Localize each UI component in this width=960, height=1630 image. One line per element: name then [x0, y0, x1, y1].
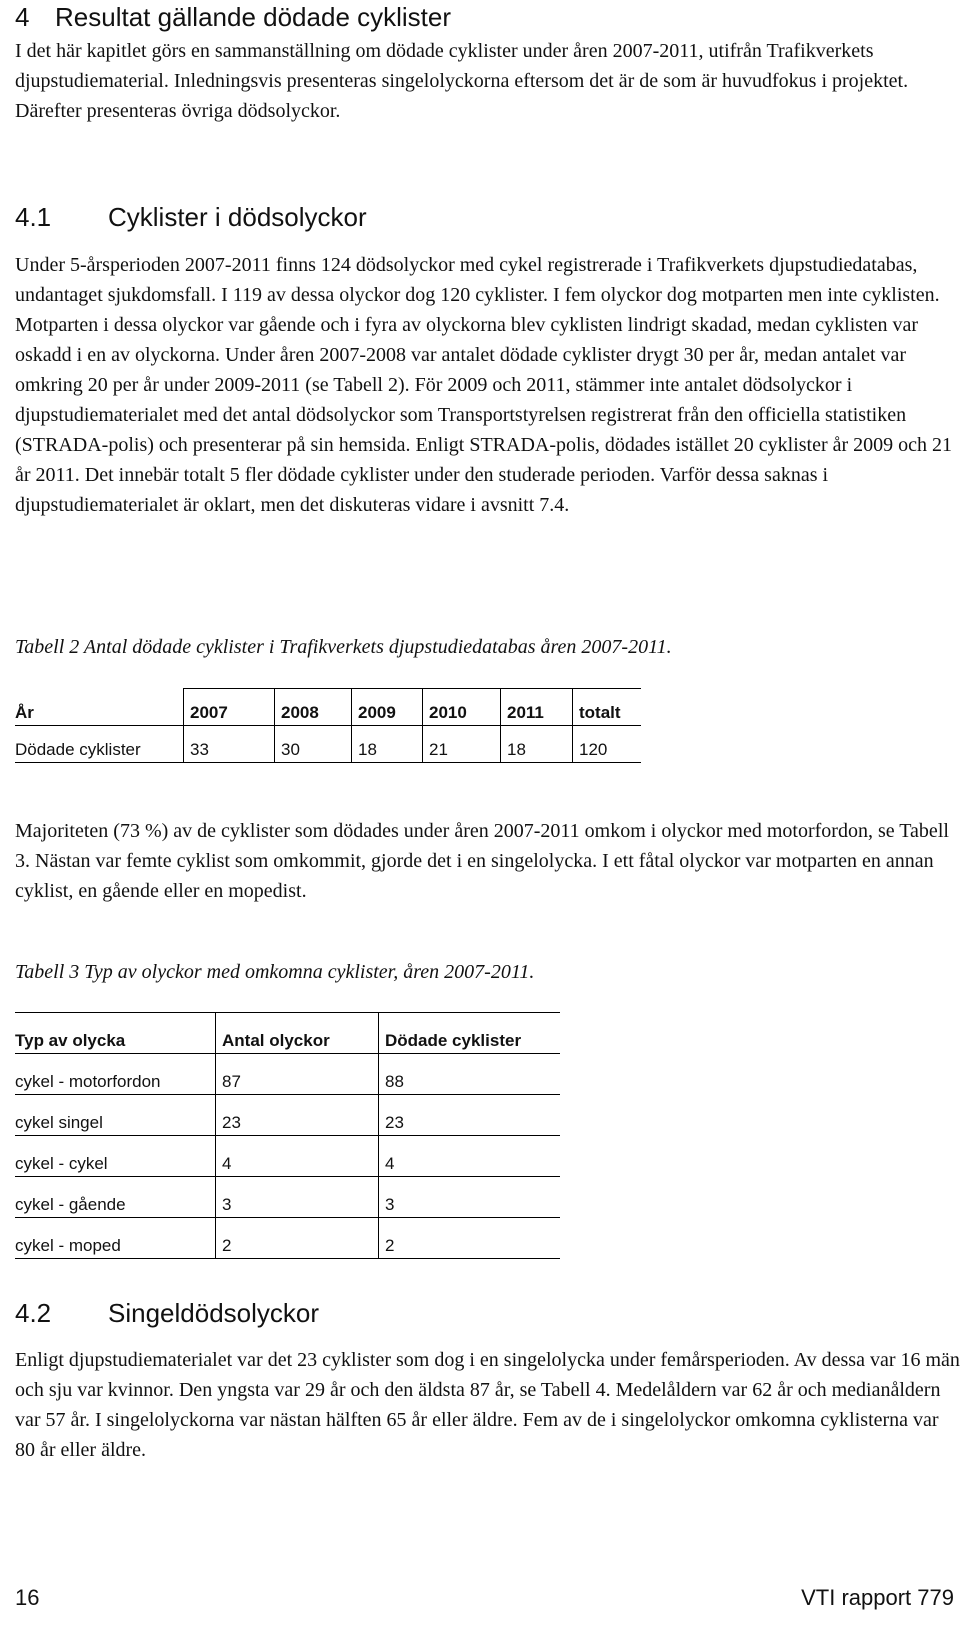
- table-cell: cykel - gående: [15, 1177, 216, 1218]
- table-header-row: [15, 1013, 560, 1054]
- table-header-cell: 2007: [184, 689, 275, 726]
- section-heading-4-1: [15, 202, 367, 232]
- table-row: [15, 726, 641, 763]
- table-header-cell: Antal olyckor: [216, 1013, 379, 1054]
- table-header-cell: Dödade cyklister: [379, 1013, 561, 1054]
- table-cell: cykel - moped: [15, 1218, 216, 1259]
- section-number: 4.1: [15, 202, 52, 232]
- table-row: [15, 1218, 560, 1259]
- table-cell: 3: [216, 1177, 379, 1218]
- table-2: [15, 688, 641, 763]
- report-label: VTI rapport 779: [801, 1585, 954, 1610]
- section-4-1-paragraph: Under 5-årsperioden 2007-2011 finns 124 dödsolyckor med cykel registrerade i Trafikverkets djupstudiedatabas, undantaget sjukdomsfall. I 119 av dessa olyckor dog 120 cyklister. I fem olyckor dog motparten men inte cyklisten. Motparten i dessa olyckor var gående och i fyra av olyckorna blev cyklisten lindrigt skadad, medan cyklisten var oskadd i en av olyckorna. Under åren 2007-2008 var antalet dödade cyklister drygt 30 per år, medan antalet var omkring 20 per år under 2009-2011 (se Tabell 2). För 2009 och 2011, stämmer inte antalet dödsolyckor i djupstudiematerialet med det antal dödsolyckor som Transportstyrelsen registrerat från den officiella statistiken (STRADA-polis) och presenterar på sin hemsida. Enligt STRADA-polis, dödades istället 20 cyklister år 2009 och 21 år 2011. Det innebär totalt 5 fler dödade cyklister under den studerade perioden. Varför dessa saknas i djupstudiematerialet är oklart, men det diskuteras vidare i avsnitt 7.4.: [15, 254, 953, 516]
- table-header-cell: Typ av olycka: [15, 1013, 216, 1054]
- table-header-cell: 2010: [423, 689, 501, 726]
- table-cell: 87: [216, 1054, 379, 1095]
- table-cell: 23: [379, 1095, 561, 1136]
- table-3: [15, 1012, 560, 1259]
- table-row: [15, 1095, 560, 1136]
- table-cell: cykel - motorfordon: [15, 1054, 216, 1095]
- table-cell: 4: [216, 1136, 379, 1177]
- table-cell: 3: [379, 1177, 561, 1218]
- table-cell: 4: [379, 1136, 561, 1177]
- section-4-1-paragraph-2: Majoriteten (73 %) av de cyklister som dödades under åren 2007-2011 omkom i olyckor med motorfordon, se Tabell 3. Nästan var femte cyklist som omkommit, gjorde det i en singelolycka. I ett fåtal olyckor var motparten en annan cyklist, en gående eller en mopedist.: [15, 820, 949, 902]
- table-cell: 30: [275, 726, 352, 763]
- chapter-number: 4: [15, 2, 30, 32]
- table-cell: 88: [379, 1054, 561, 1095]
- section-title: Singeldödsolyckor: [108, 1298, 320, 1328]
- chapter-heading: [15, 2, 451, 32]
- table-cell: 18: [501, 726, 573, 763]
- table-cell: 18: [352, 726, 423, 763]
- table-cell: 2: [379, 1218, 561, 1259]
- table-header-row: [15, 689, 641, 726]
- document-page: [15, 0, 960, 1630]
- table-cell: 2: [216, 1218, 379, 1259]
- table-row: [15, 1177, 560, 1218]
- section-4-2-paragraph: Enligt djupstudiematerialet var det 23 cyklister som dog i en singelolycka under femårsperioden. Av dessa var 16 män och sju var kvinnor. Den yngsta var 29 år och den äldsta 87 år, se Tabell 4. Medelåldern var 62 år och medianåldern var 57 år. I singelolyckorna var nästan hälften 65 år eller äldre. Fem av de i singelolyckor omkomna cyklisterna var 80 år eller äldre.: [15, 1349, 960, 1461]
- table-cell: cykel - cykel: [15, 1136, 216, 1177]
- table-cell: 33: [184, 726, 275, 763]
- table-cell: 120: [573, 726, 642, 763]
- table-header-cell: 2011: [501, 689, 573, 726]
- page-number: 16: [15, 1585, 40, 1610]
- table-row: [15, 1136, 560, 1177]
- section-heading-4-2: [15, 1298, 319, 1328]
- table-3-caption: Tabell 3 Typ av olyckor med omkomna cyklister, åren 2007-2011.: [15, 961, 535, 983]
- table-header-cell: År: [15, 689, 184, 726]
- table-header-cell: 2009: [352, 689, 423, 726]
- table-header-cell: 2008: [275, 689, 352, 726]
- table-row: [15, 1054, 560, 1095]
- chapter-intro-paragraph: I det här kapitlet görs en sammanställning om dödade cyklister under åren 2007-2011, utifrån Trafikverkets djupstudiematerial. Inledningsvis presenteras singelolyckorna eftersom det är de som är huvudfokus i projektet. Därefter presenteras övriga dödsolyckor.: [15, 40, 909, 122]
- table-cell: cykel singel: [15, 1095, 216, 1136]
- section-title: Cyklister i dödsolyckor: [108, 202, 367, 232]
- chapter-title: Resultat gällande dödade cyklister: [55, 2, 452, 32]
- table-cell: Dödade cyklister: [15, 726, 184, 763]
- section-number: 4.2: [15, 1298, 52, 1328]
- table-header-cell: totalt: [573, 689, 642, 726]
- table-2-caption: Tabell 2 Antal dödade cyklister i Trafikverkets djupstudiedatabas åren 2007-2011.: [15, 636, 672, 658]
- table-cell: 23: [216, 1095, 379, 1136]
- table-cell: 21: [423, 726, 501, 763]
